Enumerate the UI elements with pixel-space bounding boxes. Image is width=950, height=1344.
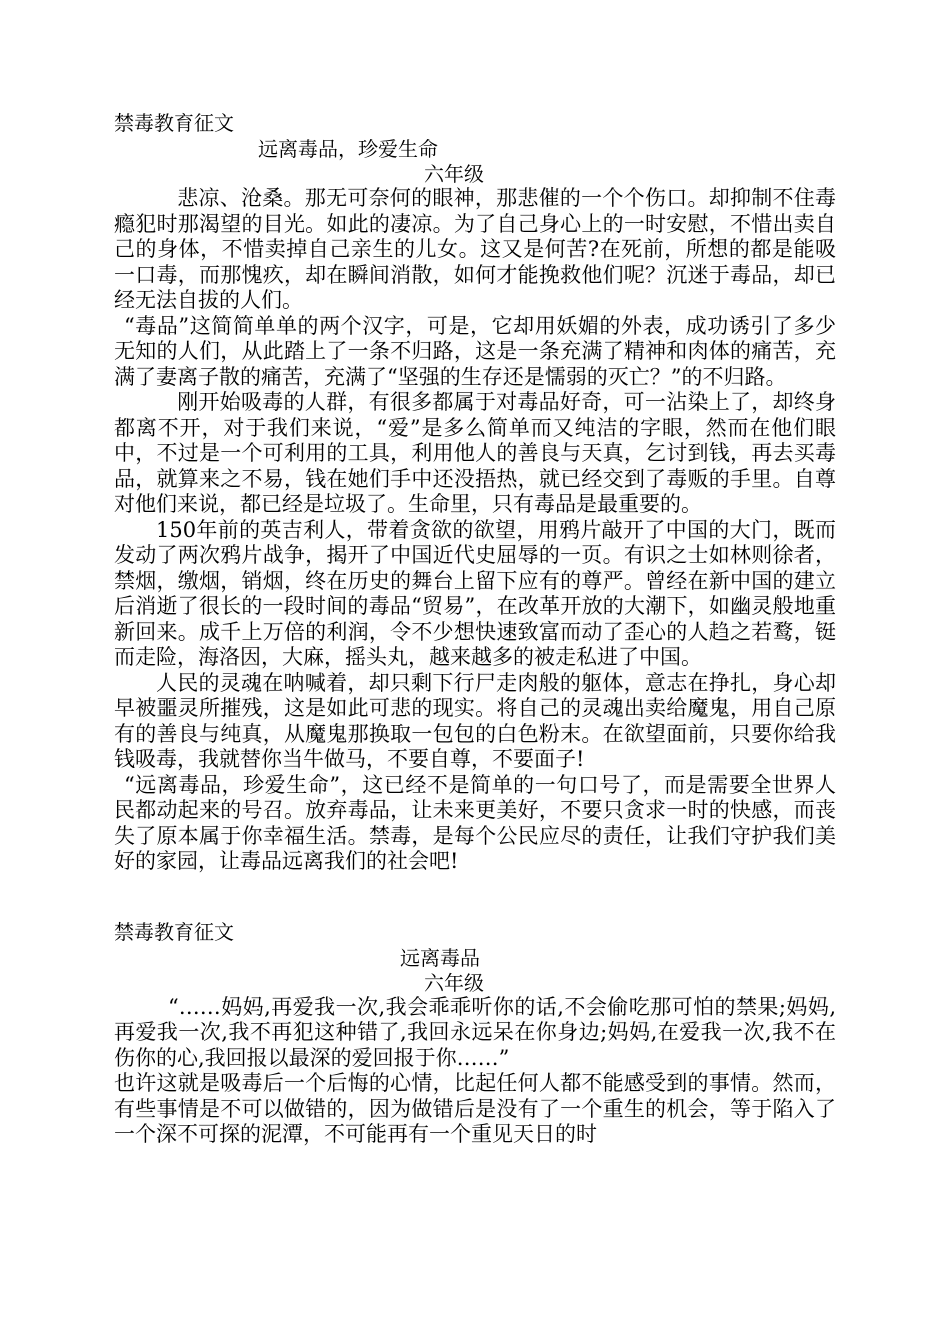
paragraph-2: 也许这就是吸毒后一个后悔的心情，比起任何人都不能感受到的事情。然而，有些事情是不可以做错的，因为做错后是没有了一个重生的机会，等于陷入了一个深不可探的泥潭，不可能再有一个重见天日的时 [114, 1071, 836, 1146]
document-page [114, 110, 836, 1148]
essay-heading: 禁毒教育征文 [114, 919, 234, 944]
essay-heading: 禁毒教育征文 [114, 111, 234, 135]
essay-title: 远离毒品，珍爱生命 [258, 137, 438, 161]
paragraph-4: 150年前的英吉利人，带着贪欲的欲望，用鸦片敲开了中国的大门，既而发动了两次鸦片战争，揭开了中国近代史屈辱的一页。有识之士如林则徐者，禁烟，缴烟，销烟，终在历史的舞台上留下应有的尊严。曾经在新中国的建立后消逝了很长的一段时间的毒品“贸易”，在改革开放的大潮下，如幽灵般地重新回来。成千上万倍的利润，令不少想快速致富而动了歪心的人趋之若鹜，铤而走险，海洛因，大麻，摇头丸，越来越多的被走私进了中国。 [114, 517, 836, 669]
essay-2 [114, 919, 836, 1148]
paragraph-6: “远离毒品，珍爱生命”，这已经不是简单的一句口号了，而是需要全世界人民都动起来的号召。放弃毒品，让未来更美好，不要只贪求一时的快感，而丧失了原本属于你幸福生活。禁毒，是每个公民应尽的责任，让我们守护我们美好的家园，让毒品远离我们的社会吧! [114, 772, 836, 873]
paragraph-5: 人民的灵魂在呐喊着，却只剩下行尸走肉般的躯体，意志在挣扎，身心却早被噩灵所摧残，这是如此可悲的现实。将自己的灵魂出卖给魔鬼，用自己原有的善良与纯真，从魔鬼那换取一包包的白色粉末。在欲望面前，只要你给我钱吸毒，我就替你当牛做马，不要自尊，不要面子! [114, 670, 836, 771]
paragraph-1: 悲凉、沧桑。那无可奈何的眼神，那悲催的一个个伤口。却抑制不住毒瘾犯时那渴望的目光。如此的凄凉。为了自己身心上的一时安慰，不惜出卖自己的身体，不惜卖掉自己亲生的儿女。这又是何苦?在死前，所想的都是能吸一口毒，而那愧疚，却在瞬间消散，如何才能挽救他们呢？沉迷于毒品，却已经无法自拔的人们。 [114, 186, 836, 312]
paragraph-2: “毒品”这简简单单的两个汉字，可是，它却用妖媚的外表，成功诱引了多少无知的人们，从此踏上了一条不归路，这是一条充满了精神和肉体的痛苦，充满了妻离子散的痛苦，充满了“坚强的生存还是懦弱的灭亡？”的不归路。 [114, 313, 836, 389]
essay-1 [114, 110, 836, 875]
grade-label: 六年级 [424, 162, 484, 186]
essay-title: 远离毒品 [400, 945, 480, 970]
paragraph-1: “……妈妈,再爱我一次,我会乖乖听你的话,不会偷吃那可怕的禁果;妈妈,再爱我一次,我不再犯这种错了,我回永远呆在你身边;妈妈,在爱我一次,我不在伤你的心,我回报以最深的爱回报于你……” [114, 994, 836, 1070]
grade-label: 六年级 [424, 970, 484, 995]
paragraph-3: 刚开始吸毒的人群，有很多都属于对毒品好奇，可一沾染上了，却终身都离不开，对于我们来说，“爱”是多么简单而又纯洁的字眼，然而在他们眼中，不过是一个可利用的工具，利用他人的善良与天真，乞讨到钱，再去买毒品，就算来之不易，钱在她们手中还没捂热，就已经交到了毒贩的手里。自尊对他们来说，都已经是垃圾了。生命里，只有毒品是最重要的。 [114, 390, 836, 516]
